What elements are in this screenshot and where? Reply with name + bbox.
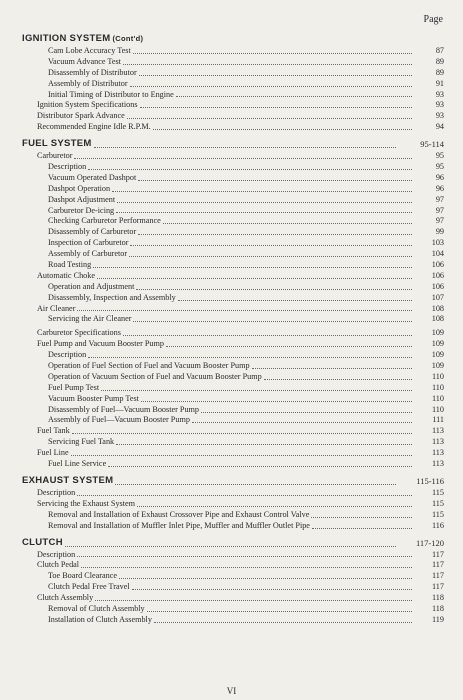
toc-entry-title: Removal of Clutch Assembly — [48, 603, 145, 613]
toc-entry-title: Operation and Adjustment — [48, 281, 135, 291]
toc-entry-title: Disassembly, Inspection and Assembly — [48, 292, 176, 302]
toc-entry-title: Inspection of Carburetor — [48, 238, 129, 248]
toc-entry-page: 109 — [431, 328, 444, 338]
toc-entry-page: 93 — [435, 100, 444, 110]
leader-dots — [74, 157, 412, 159]
toc-entry-page: 97 — [435, 194, 444, 204]
toc-entry-page: 108 — [431, 314, 444, 324]
toc-entry — [22, 271, 444, 282]
toc-entry-title: Carburetor Specifications — [37, 328, 121, 338]
section-heading — [22, 536, 444, 550]
toc-entry-title: Removal and Installation of Exhaust Crossover Pipe and Exhaust Control Valve — [48, 509, 310, 519]
toc-entry-page: 119 — [432, 614, 444, 624]
toc-entry-page: 97 — [435, 205, 444, 215]
toc-entry — [22, 227, 444, 238]
toc-entry-page: 118 — [432, 603, 444, 613]
toc-entry-title: Description — [48, 162, 87, 171]
leader-dots — [132, 588, 412, 590]
toc-entry-title: Air Cleaner — [37, 303, 76, 313]
section-title-suffix: (Cont'd) — [112, 34, 144, 43]
toc-entry-title: Disassembly of Carburetor — [48, 227, 137, 237]
toc-entry — [22, 328, 444, 339]
toc-entry-title: Fuel Pump Test — [48, 382, 100, 392]
toc-entry-page: 109 — [431, 339, 444, 349]
toc-entry-title: Dashpot Operation — [48, 183, 111, 193]
toc-entry — [22, 238, 444, 249]
toc-entry — [22, 521, 444, 532]
toc-entry-page: 104 — [431, 249, 444, 259]
toc-entry-title: Servicing the Air Cleaner — [48, 314, 132, 324]
section-title: FUEL SYSTEM — [22, 138, 92, 150]
leader-dots — [119, 577, 412, 579]
toc-entry-page: 95 — [435, 162, 444, 171]
toc-entry — [22, 405, 444, 416]
toc-entry-page: 117 — [432, 549, 444, 559]
toc-entry-page: 113 — [432, 448, 444, 458]
toc-entry — [22, 615, 444, 626]
toc-entry — [22, 46, 444, 57]
leader-dots — [77, 555, 412, 557]
toc-entry — [22, 173, 444, 184]
toc-entry-page: 103 — [431, 238, 444, 248]
toc-entry-title: Toe Board Clearance — [48, 571, 117, 581]
leader-dots — [176, 95, 412, 97]
toc-entry — [22, 593, 444, 604]
section-heading — [22, 474, 444, 488]
toc-entry — [22, 604, 444, 615]
toc-entry — [22, 151, 444, 162]
toc-entry-title: Clutch Assembly — [37, 593, 94, 603]
page-number-footer: VI — [226, 686, 237, 696]
leader-dots — [138, 233, 412, 235]
leader-dots — [140, 106, 412, 108]
toc-entry-page: 109 — [431, 350, 444, 360]
toc-entry-title: Fuel Line Service — [48, 459, 107, 469]
leader-dots — [264, 378, 412, 380]
leader-dots — [136, 288, 412, 290]
section-heading — [22, 32, 444, 46]
toc-entry-page: 107 — [431, 292, 444, 302]
toc-entry-page: 97 — [435, 216, 444, 226]
toc-entry-title: Assembly of Distributor — [48, 78, 128, 88]
leader-dots — [88, 356, 412, 358]
leader-dots — [129, 255, 412, 257]
toc-entry — [22, 448, 444, 459]
toc-entry — [22, 249, 444, 260]
toc-entry — [22, 57, 444, 68]
leader-dots — [81, 566, 412, 568]
toc-entry — [22, 111, 444, 122]
toc-entry — [22, 459, 444, 470]
toc-entry — [22, 184, 444, 195]
toc-entry-page: 87 — [435, 45, 444, 55]
toc-entry — [22, 304, 444, 315]
toc-entry-title: Assembly of Carburetor — [48, 249, 128, 259]
leader-dots — [116, 443, 412, 445]
toc-entry — [22, 206, 444, 217]
toc-entry — [22, 100, 444, 111]
toc-entry-page: 96 — [435, 183, 444, 193]
toc-entry-page: 115 — [432, 487, 444, 497]
leader-dots — [112, 190, 412, 192]
toc-entry — [22, 216, 444, 227]
toc-entry — [22, 195, 444, 206]
toc-entry-title: Clutch Pedal Free Travel — [48, 582, 130, 592]
toc-entry — [22, 560, 444, 571]
toc-entry-title: Fuel Tank — [37, 426, 70, 436]
toc-entry-page: 113 — [432, 459, 444, 469]
leader-dots — [163, 222, 412, 224]
leader-dots — [154, 621, 412, 623]
toc-entry-title: Automatic Choke — [37, 270, 95, 280]
leader-dots — [138, 179, 412, 181]
toc-entry-page: 106 — [431, 260, 444, 270]
toc-entry-page: 117 — [432, 582, 444, 592]
toc-entry — [22, 416, 444, 427]
toc-entry-page: 110 — [432, 371, 444, 381]
leader-dots — [147, 610, 412, 612]
section-title: EXHAUST SYSTEM — [22, 474, 114, 486]
toc-entry-page: 111 — [432, 415, 444, 425]
toc-entry-title: Fuel Pump and Vacuum Booster Pump — [37, 339, 164, 349]
leader-dots — [77, 309, 412, 311]
leader-dots — [201, 411, 412, 413]
toc-entry — [22, 499, 444, 510]
toc-entry-page: 95 — [435, 151, 444, 161]
toc-entry-page: 89 — [435, 56, 444, 66]
toc-entry-title: Disassembly of Fuel—Vacuum Booster Pump — [48, 404, 200, 414]
toc-entry-title: Description — [37, 487, 76, 497]
toc-entry-page: 110 — [432, 382, 444, 392]
leader-dots — [108, 465, 412, 467]
leader-dots — [77, 494, 412, 496]
toc-entry — [22, 372, 444, 383]
table-of-contents — [22, 28, 444, 626]
toc-entry-page: 108 — [431, 303, 444, 313]
toc-entry-page: 117 — [432, 571, 444, 581]
toc-entry — [22, 426, 444, 437]
toc-entry-page: 93 — [435, 89, 444, 99]
toc-entry-page: 89 — [435, 67, 444, 77]
toc-entry — [22, 68, 444, 79]
leader-dots — [166, 345, 412, 347]
leader-dots — [93, 266, 412, 268]
toc-entry-page: 118 — [432, 593, 444, 603]
toc-entry — [22, 350, 444, 361]
toc-entry-page: 99 — [435, 227, 444, 237]
toc-entry — [22, 383, 444, 394]
section-title: IGNITION SYSTEM — [22, 33, 111, 44]
toc-entry-title: Installation of Clutch Assembly — [48, 614, 152, 624]
page-column-header: Page — [423, 14, 443, 25]
toc-entry-page: 106 — [431, 281, 444, 291]
toc-entry-title: Initial Timing of Distributor to Engine — [48, 89, 174, 99]
toc-entry-page: 93 — [435, 111, 444, 121]
leader-dots — [127, 117, 412, 119]
toc-entry-page: 91 — [435, 78, 444, 88]
toc-entry-page: 109 — [431, 361, 444, 371]
section-heading — [22, 137, 444, 151]
leader-dots — [101, 389, 412, 391]
toc-entry-page: 106 — [431, 270, 444, 280]
toc-entry-title: Description — [37, 549, 76, 559]
leader-dots — [123, 334, 412, 336]
toc-entry-title: Servicing the Exhaust System — [37, 498, 136, 508]
toc-entry-title: Recommended Engine Idle R.P.M. — [37, 122, 151, 132]
section-title: CLUTCH — [22, 536, 63, 548]
leader-dots — [141, 400, 412, 402]
leader-dots — [133, 320, 412, 322]
toc-entry-title: Checking Carburetor Performance — [48, 216, 161, 226]
leader-dots — [115, 483, 396, 485]
toc-entry-title: Removal and Installation of Muffler Inlet Pipe, Muffler and Muffler Outlet Pipe — [48, 520, 310, 530]
leader-dots — [311, 516, 412, 518]
leader-dots — [139, 74, 412, 76]
toc-entry — [22, 571, 444, 582]
leader-dots — [65, 545, 396, 547]
leader-dots — [97, 277, 412, 279]
leader-dots — [178, 299, 412, 301]
toc-entry-title: Ignition System Specifications — [37, 100, 138, 110]
toc-entry — [22, 314, 444, 325]
section-page-range: 117-120 — [415, 537, 444, 548]
toc-entry-title: Operation of Fuel Section of Fuel and Vacuum Booster Pump — [48, 361, 250, 371]
toc-entry-page: 116 — [432, 520, 444, 530]
toc-entry-title: Vacuum Advance Test — [48, 56, 121, 66]
toc-entry-title: Road Testing — [48, 260, 92, 270]
toc-entry-title: Carburetor De-icing — [48, 205, 115, 215]
leader-dots — [133, 52, 412, 54]
toc-entry — [22, 394, 444, 405]
toc-entry-page: 110 — [432, 404, 444, 414]
toc-entry-title: Assembly of Fuel—Vacuum Booster Pump — [48, 415, 190, 425]
section-page-range: 115-116 — [416, 475, 444, 486]
leader-dots — [94, 146, 396, 148]
toc-entry-page: 115 — [432, 498, 444, 508]
leader-dots — [88, 168, 412, 170]
toc-entry — [22, 162, 444, 173]
toc-entry — [22, 79, 444, 90]
toc-entry-page: 94 — [435, 122, 444, 132]
toc-entry — [22, 510, 444, 521]
leader-dots — [71, 454, 412, 456]
leader-dots — [116, 211, 412, 213]
toc-entry-title: Servicing Fuel Tank — [48, 437, 115, 447]
toc-entry-page: 96 — [435, 172, 444, 182]
toc-entry-title: Vacuum Booster Pump Test — [48, 393, 139, 403]
leader-dots — [130, 85, 412, 87]
leader-dots — [137, 505, 412, 507]
leader-dots — [123, 63, 412, 65]
toc-entry — [22, 293, 444, 304]
toc-entry — [22, 361, 444, 372]
leader-dots — [192, 421, 412, 423]
leader-dots — [117, 201, 412, 203]
leader-dots — [312, 527, 412, 529]
toc-entry — [22, 260, 444, 271]
leader-dots — [72, 432, 412, 434]
toc-entry-title: Clutch Pedal — [37, 560, 80, 570]
toc-entry — [22, 90, 444, 101]
toc-entry-title: Disassembly of Distributor — [48, 67, 137, 77]
toc-entry-title: Description — [48, 350, 87, 360]
toc-entry — [22, 488, 444, 499]
toc-entry-title: Operation of Vacuum Section of Fuel and Vacuum Booster Pump — [48, 371, 262, 381]
toc-entry-page: 113 — [432, 437, 444, 447]
toc-entry-title: Distributor Spark Advance — [37, 111, 125, 121]
leader-dots — [130, 244, 412, 246]
leader-dots — [95, 599, 412, 601]
toc-entry-title: Fuel Line — [37, 448, 69, 458]
toc-entry — [22, 437, 444, 448]
leader-dots — [153, 128, 412, 130]
leader-dots — [252, 367, 412, 369]
toc-entry-page: 113 — [432, 426, 444, 436]
toc-entry-title: Vacuum Operated Dashpot — [48, 172, 137, 182]
toc-entry — [22, 582, 444, 593]
toc-entry — [22, 282, 444, 293]
toc-entry-title: Carburetor — [37, 151, 73, 161]
toc-entry-page: 110 — [432, 393, 444, 403]
toc-entry-title: Dashpot Adjustment — [48, 194, 116, 204]
toc-entry — [22, 122, 444, 133]
section-page-range: 95-114 — [420, 139, 444, 150]
toc-entry-title: Cam Lobe Accuracy Test — [48, 45, 131, 55]
toc-entry — [22, 550, 444, 561]
toc-entry — [22, 339, 444, 350]
toc-entry-page: 115 — [432, 509, 444, 519]
toc-entry-page: 117 — [432, 560, 444, 570]
